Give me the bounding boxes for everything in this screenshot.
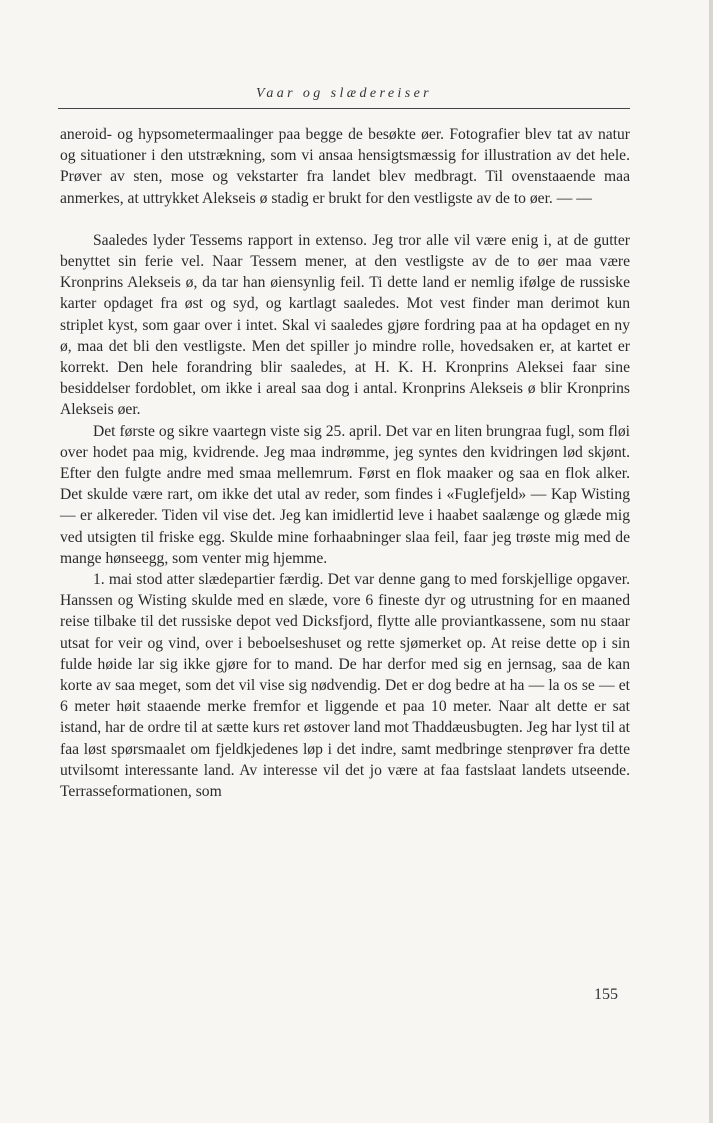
paragraph-continued: aneroid- og hypsometermaalinger paa begge de besøkte øer. Fotografier blev tat av natur og situationer i den utstrækning, som vi ansaa hensigtsmæssig for illustration av det hele. Prøver av sten, mose og vekstarter fra landet blev medbragt. Til ovenstaaende maa anmerkes, at uttrykket Alekseis ø stadig er brukt for den vestligste av de to øer. — — [60, 126, 630, 207]
page-edge-shadow [709, 0, 713, 1123]
paragraph: Det første og sikre vaartegn viste sig 25. april. Det var en liten brungraa fugl, som fløi over hodet paa mig, kvidrende. Jeg maa indrømme, jeg syntes den kvidringen lød skjønt. Efter den fulgte andre med smaa mellemrum. Først en flok maaker og saa en flok alker. Det skulde være rart, om ikke det utal av reder, som findes i «Fuglefjeld» — Kap Wisting — er alkereder. Tiden vil vise det. Jeg kan imidlertid leve i haabet saalænge og glæde mig ved utsigten til friske egg. Skulde mine forhaabninger slaa feil, faar jeg trøste mig med de mange hønseegg, som venter mig hjemme. [60, 422, 630, 567]
paragraph: Saaledes lyder Tessems rapport in extenso. Jeg tror alle vil være enig i, at de gutter benyttet sin ferie vel. Naar Tessem mener, at den vestligste av de to øer maa være Kronprins Alekseis ø, da tar han øiensynlig feil. Ti dette land er nemlig ifølge de russiske karter opdaget fra øst og syd, og kartlagt saaledes. Mot vest finder man derimot kun striplet kyst, som gaar over i intet. Skal vi saaledes gjøre fordring paa at ha opdaget en ny ø, maa det bli den vestligste. Men det spiller jo mindre rolle, hovedsaken er, at kartet er korrekt. Den hele forandring blir saaledes, at H. K. H. Kronprins Aleksei faar sine besiddelser fordoblet, om ikke i areal saa dog i antal. Kronprins Alekseis ø blir Kronprins Alekseis øer. [60, 231, 630, 419]
header-rule [58, 108, 630, 109]
body-text [60, 124, 630, 802]
page-number: 155 [594, 986, 618, 1003]
paragraph: 1. mai stod atter slædepartier færdig. Det var denne gang to med forskjellige opgaver. Hanssen og Wisting skulde med en slæde, vore 6 fineste dyr og utrustning for en maaned reise tilbake til det russiske depot ved Dicksfjord, flytte alle proviantkassene, som nu staar utsat for veir og vind, over i beboelseshuset og rette sjømerket op. At reise dette op i sin fulde høide lar sig ikke gjøre for to mand. De har derfor med sig en jernsag, saa de kan korte av saa meget, som det vil vise sig nødvendig. Det er dog bedre at ha — la os se — et 6 meter høit staaende merke fremfor et liggende et paa 10 meter. Naar alt dette er sat istand, har de ordre til at sætte kurs ret østover land mot Thaddæusbugten. Jeg har lyst til at faa løst spørsmaalet om fjeldkjedenes løp i det indre, samt medbringe stenprøver fra dette utvilsomt interessante land. Av interesse vil det jo være at faa fastslaat landets utseende. Terrasseformationen, som [60, 571, 630, 801]
running-title: Vaar og slædereiser [255, 86, 433, 101]
